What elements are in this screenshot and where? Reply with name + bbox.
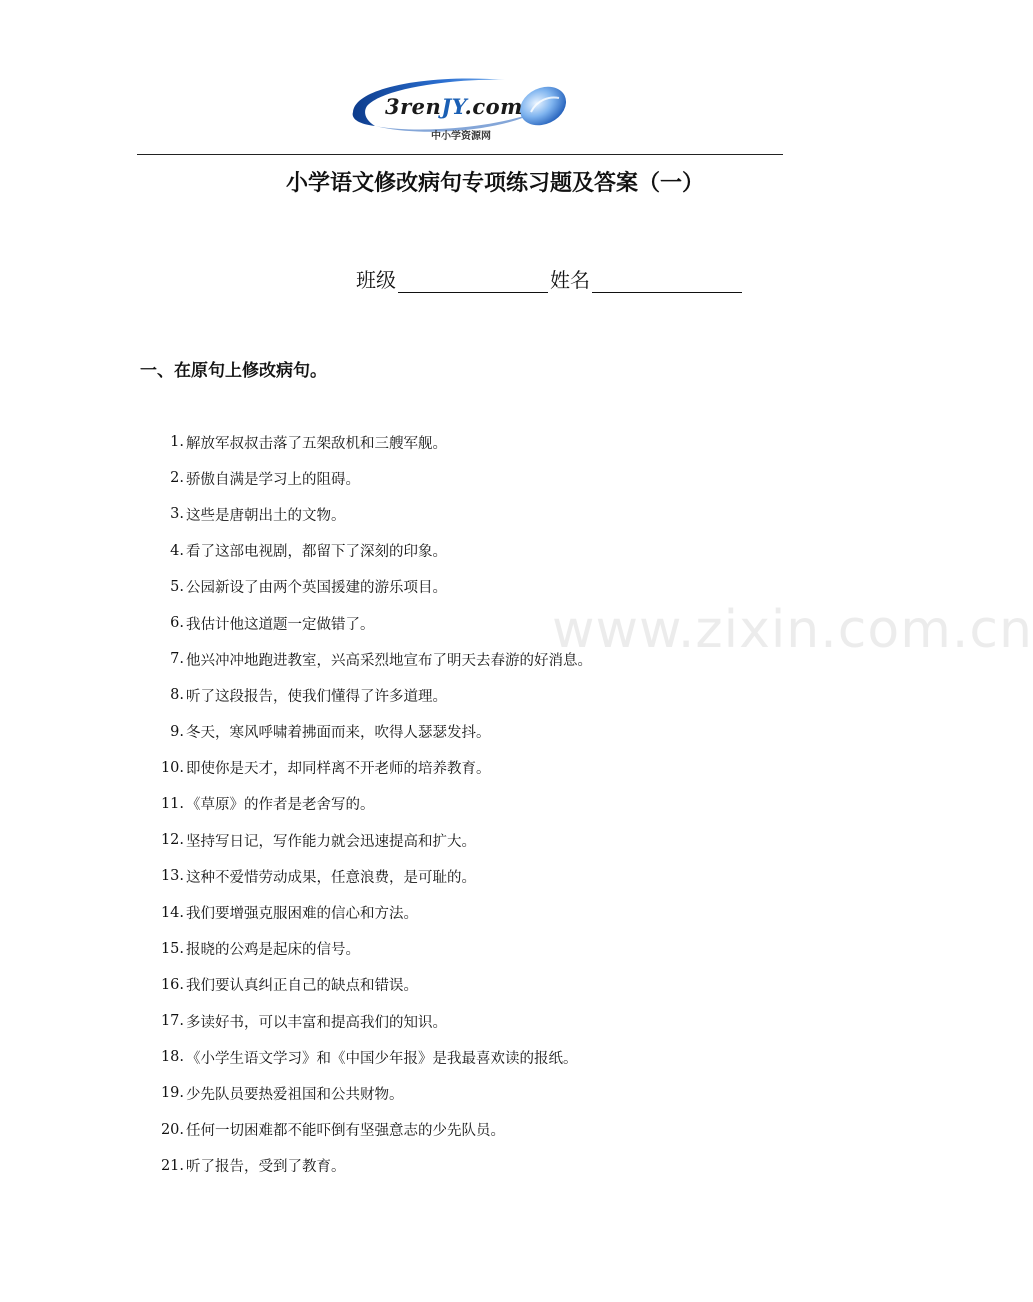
item-number: 11. — [160, 795, 184, 812]
item-text: 我们要增强克服困难的信心和方法。 — [186, 906, 418, 923]
list-item — [0, 1148, 920, 1184]
item-text: 任何一切困难都不能吓倒有坚强意志的少先队员。 — [186, 1123, 505, 1140]
item-text: 《小学生语文学习》和《中国少年报》是我最喜欢读的报纸。 — [186, 1050, 578, 1067]
item-text: 少先队员要热爱祖国和公共财物。 — [186, 1086, 404, 1103]
item-number: 20. — [160, 1121, 184, 1138]
item-text: 听了这段报告，使我们懂得了许多道理。 — [186, 688, 447, 705]
item-text: 他兴冲冲地跑进教室，兴高采烈地宣布了明天去春游的好消息。 — [186, 652, 592, 669]
list-item — [0, 894, 920, 930]
item-number: 3. — [170, 506, 184, 523]
item-text: 这种不爱惜劳动成果，任意浪费，是可耻的。 — [186, 869, 476, 886]
list-item — [0, 1112, 920, 1148]
name-blank — [592, 268, 742, 293]
item-number: 9. — [170, 723, 184, 740]
list-item — [0, 1075, 920, 1111]
item-number: 4. — [170, 542, 184, 559]
item-text: 即使你是天才，却同样离不开老师的培养教育。 — [186, 761, 491, 778]
item-text: 我估计他这道题一定做错了。 — [186, 616, 375, 633]
logo-wordmark: 3renJY.com — [385, 94, 523, 119]
item-number: 8. — [170, 687, 184, 704]
list-item — [0, 424, 920, 460]
logo-subtitle: 中小学资源网 — [431, 131, 491, 142]
list-item — [0, 533, 920, 569]
item-text: 看了这部电视剧，都留下了深刻的印象。 — [186, 544, 447, 561]
item-text: 这些是唐朝出土的文物。 — [186, 507, 346, 524]
list-item — [0, 931, 920, 967]
list-item — [0, 677, 920, 713]
list-item — [0, 496, 920, 532]
exercise-list — [0, 424, 920, 1184]
list-item — [0, 569, 920, 605]
item-number: 5. — [170, 578, 184, 595]
list-item — [0, 786, 920, 822]
list-item — [0, 967, 920, 1003]
list-item — [0, 1039, 920, 1075]
list-item — [0, 1003, 920, 1039]
header-divider — [137, 154, 783, 155]
item-number: 18. — [160, 1049, 184, 1066]
list-item — [0, 460, 920, 496]
item-number: 1. — [170, 434, 184, 451]
item-number: 13. — [160, 868, 184, 885]
name-label: 姓名 — [550, 268, 590, 292]
list-item — [0, 858, 920, 894]
list-item — [0, 822, 920, 858]
item-text: 坚持写日记，写作能力就会迅速提高和扩大。 — [186, 833, 476, 850]
section-heading: 一、在原句上修改病句。 — [140, 361, 327, 381]
class-blank — [398, 268, 548, 293]
item-number: 12. — [160, 832, 184, 849]
item-number: 17. — [160, 1013, 184, 1030]
item-text: 解放军叔叔击落了五架敌机和三艘军舰。 — [186, 435, 447, 452]
item-number: 10. — [160, 759, 184, 776]
item-text: 公园新设了由两个英国援建的游乐项目。 — [186, 580, 447, 597]
item-text: 报晓的公鸡是起床的信号。 — [186, 942, 360, 959]
student-info-fields — [356, 264, 744, 293]
item-text: 《草原》的作者是老舍写的。 — [186, 797, 375, 814]
item-number: 19. — [160, 1085, 184, 1102]
list-item — [0, 605, 920, 641]
item-text: 多读好书，可以丰富和提高我们的知识。 — [186, 1014, 447, 1031]
item-number: 2. — [170, 470, 184, 487]
item-text: 我们要认真纠正自己的缺点和错误。 — [186, 978, 418, 995]
item-number: 7. — [170, 651, 184, 668]
item-number: 21. — [160, 1157, 184, 1174]
class-label: 班级 — [356, 268, 396, 292]
list-item — [0, 641, 920, 677]
item-text: 骄傲自满是学习上的阻碍。 — [186, 471, 360, 488]
item-number: 14. — [160, 904, 184, 921]
page-title: 小学语文修改病句专项练习题及答案（一） — [285, 171, 704, 196]
list-item — [0, 714, 920, 750]
site-logo — [345, 72, 577, 148]
item-number: 16. — [160, 976, 184, 993]
watermark: www.zixin.com.cn — [552, 600, 1033, 660]
item-text: 冬天，寒风呼啸着拂面而来，吹得人瑟瑟发抖。 — [186, 725, 491, 742]
item-number: 6. — [170, 615, 184, 632]
list-item — [0, 750, 920, 786]
item-text: 听了报告，受到了教育。 — [186, 1159, 346, 1176]
item-number: 15. — [160, 940, 184, 957]
